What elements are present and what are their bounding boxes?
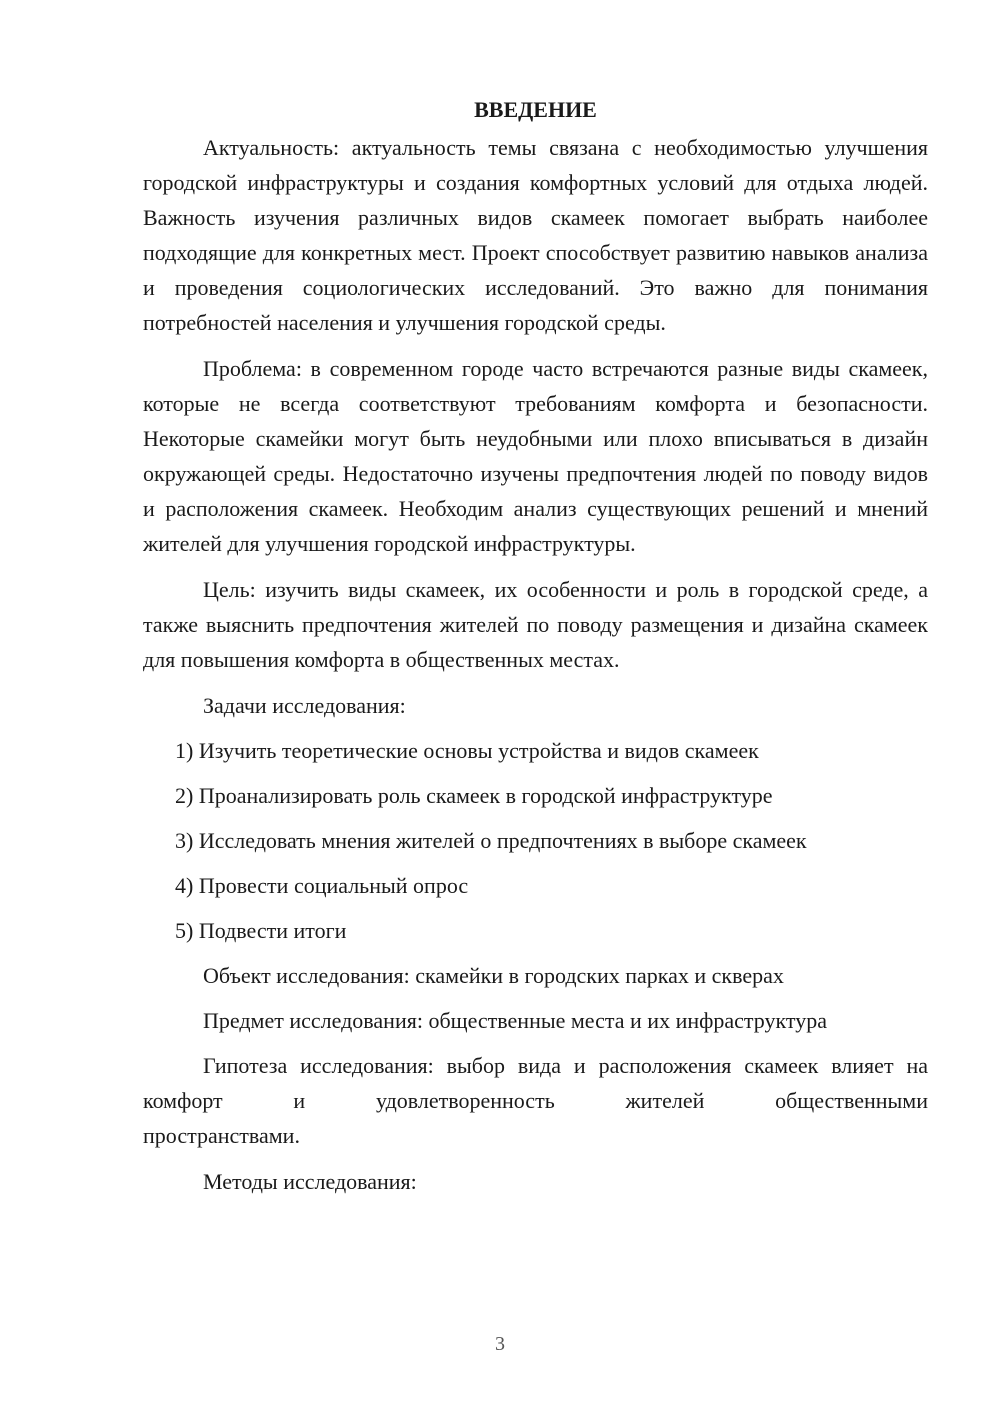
goal-paragraph: Цель: изучить виды скамеек, их особенности и роль в городской среде, а также выяснить предпочтения жителей по поводу размещения и дизайна скамеек для повышения комфорта в общественных местах. [143,577,928,672]
problem-paragraph: Проблема: в современном городе часто встречаются разные виды скамеек, которые не всегда соответствуют требованиям комфорта и безопасности. Некоторые скамейки могут быть неудобными или плохо вписываться в дизайн окружающей среды. Недостаточно изучены предпочтения людей по поводу видов и расположения скамеек. Необходим анализ существующих решений и мнений жителей для улучшения городской инфраструктуры. [143,356,928,556]
page-title: ВВЕДЕНИЕ [474,97,597,122]
page-number: 3 [495,1333,505,1355]
document-page [143,92,928,1209]
tasks-heading: Задачи исследования: [203,693,406,718]
task-item: 3) Исследовать мнения жителей о предпочтениях в выборе скамеек [175,828,807,853]
task-item: 5) Подвести итоги [175,918,347,943]
task-item: 2) Проанализировать роль скамеек в городской инфраструктуре [175,783,773,808]
methods-heading: Методы исследования: [203,1169,417,1194]
relevance-paragraph: Актуальность: актуальность темы связана с необходимостью улучшения городской инфраструктуры и создания комфортных условий для отдыха людей. Важность изучения различных видов скамеек помогает выбрать наиболее подходящие для конкретных мест. Проект способствует развитию навыков анализа и проведения социологических исследований. Это важно для понимания потребностей населения и улучшения городской среды. [143,135,928,335]
research-object: Объект исследования: скамейки в городских парках и скверах [203,963,784,988]
research-subject: Предмет исследования: общественные места и их инфраструктура [203,1008,827,1033]
task-item: 1) Изучить теоретические основы устройства и видов скамеек [175,738,759,763]
task-item: 4) Провести социальный опрос [175,873,469,898]
hypothesis-tail: пространствами. [143,1123,300,1148]
hypothesis-paragraph: Гипотеза исследования: выбор вида и расположения скамеек влияет на комфорт и удовлетворенность жителей общественными [143,1053,928,1113]
